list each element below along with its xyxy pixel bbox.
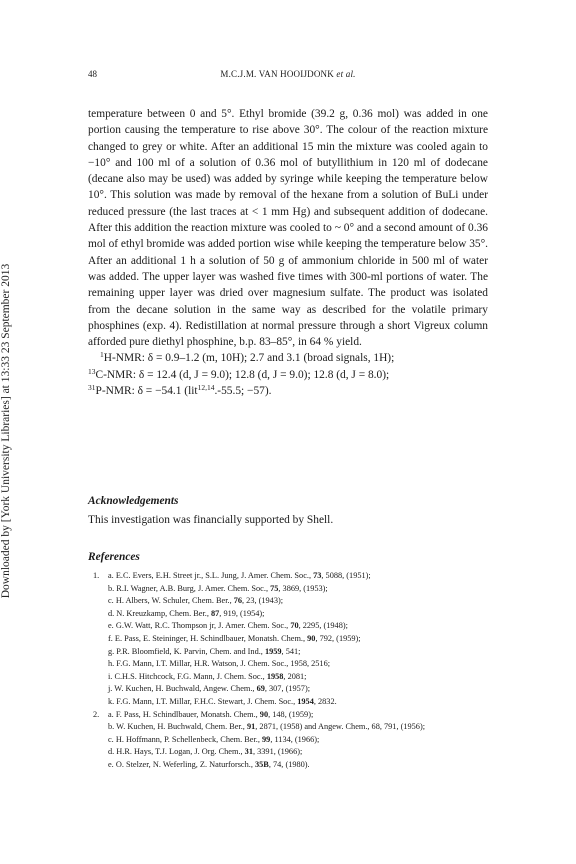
reference-group <box>88 709 488 772</box>
reference-item: k. F.G. Mann, I.T. Millar, F.H.C. Stewart, J. Chem. Soc., 1954, 2832. <box>108 696 337 706</box>
reference-item: j. W. Kuchen, H. Buchwald, Angew. Chem., 69, 307, (1957); <box>108 684 311 694</box>
h-nmr-text: H-NMR: δ = 0.9–1.2 (m, 10H); 2.7 and 3.1 (broad signals, 1H); <box>103 352 395 365</box>
reference-item: c. H. Hoffmann, P. Schellenbeck, Chem. Ber., 99, 1134, (1966); <box>108 734 320 744</box>
reference-item: d. H.R. Hays, T.J. Logan, J. Org. Chem., 31, 3391, (1966); <box>108 747 303 757</box>
reference-item: b. W. Kuchen, H. Buchwald, Chem. Ber., 91, 2871, (1958) and Angew. Chem., 68, 791, (1956); <box>108 722 426 732</box>
p-nmr-line <box>76 383 488 399</box>
p-nmr-text-a: P-NMR: δ = −54.1 (lit <box>95 385 198 398</box>
reference-item: c. H. Albers, W. Schuler, Chem. Ber., 76, 23, (1943); <box>108 596 284 606</box>
reference-item: a. E.C. Evers, E.H. Street jr., S.L. Jung, J. Amer. Chem. Soc., 73, 5088, (1951); <box>108 571 371 580</box>
reference-group-number: 1. <box>93 571 100 580</box>
reference-item: e. G.W. Watt, R.C. Thompson jr, J. Amer. Chem. Soc., 70, 2295, (1948); <box>108 621 348 631</box>
page-number: 48 <box>88 69 97 79</box>
page-header <box>88 69 488 83</box>
reference-item: g. P.R. Bloomfield, K. Parvin, Chem. and Ind., 1959, 541; <box>108 646 301 656</box>
reference-item: b. R.I. Wagner, A.B. Burg, J. Amer. Chem. Soc., 75, 3869, (1953); <box>108 583 328 593</box>
c-nmr-line <box>76 367 488 383</box>
nmr-data <box>88 350 488 399</box>
reference-group <box>88 570 488 709</box>
reference-item: f. E. Pass, E. Steininger, H. Schindlbauer, Monatsh. Chem., 90, 792, (1959); <box>108 633 361 643</box>
download-watermark: Downloaded by [York University Libraries] at 13:33 23 September 2013 <box>0 263 12 599</box>
p-nmr-text-b: .-55.5; −57). <box>214 385 272 398</box>
reference-group-number: 2. <box>93 709 100 719</box>
body-text <box>88 106 488 399</box>
running-head <box>88 69 488 79</box>
reference-item: e. O. Stelzer, N. Weferling, Z. Naturforsch., 35B, 74, (1980). <box>108 759 310 769</box>
c-nmr-text: C-NMR: δ = 12.4 (d, J = 9.0); 12.8 (d, J = 9.0); 12.8 (d, J = 8.0); <box>95 368 390 381</box>
running-head-etal: et al. <box>336 69 356 79</box>
h-nmr-sup: 1 <box>100 350 104 360</box>
p-nmr-sup: 31 <box>88 383 96 393</box>
reference-item: i. C.H.S. Hitchcock, F.G. Mann, J. Chem. Soc., 1958, 2081; <box>108 671 307 681</box>
acknowledgements-text: This investigation was financially supported by Shell. <box>88 514 334 526</box>
reference-item: a. F. Pass, H. Schindlbauer, Monatsh. Chem., 90, 148, (1959); <box>108 709 314 719</box>
reference-item: h. F.G. Mann, I.T. Millar, H.R. Watson, J. Chem. Soc., 1958, 2516; <box>108 659 331 669</box>
references-heading: References <box>88 551 140 563</box>
running-head-authors: M.C.J.M. VAN HOOIJDONK <box>220 69 334 79</box>
p-nmr-lit-sup: 12,14 <box>197 383 215 393</box>
h-nmr-line <box>88 350 488 366</box>
references-list <box>88 570 488 772</box>
c-nmr-sup: 13 <box>88 366 96 376</box>
acknowledgements-heading: Acknowledgements <box>88 495 179 507</box>
experimental-paragraph: temperature between 0 and 5°. Ethyl bromide (39.2 g, 0.36 mol) was added in one portion causing the temperature to rise above 30°. The colour of the reaction mixture changed to grey or white. After an additional 15 min the mixture was cooled again to −10° and 100 ml of a solution of 0.36 mol of butyllithium in 120 ml of dodecane (decane also may be used) was added by syringe while keeping the temperature below 10°. This solution was made by removal of the hexane from a solution of BuLi under reduced pressure (the last traces at < 1 mm Hg) and subsequent addition of dodecane. After this addition the reaction mixture was cooled to ~ 0° and a second amount of 0.36 mol of ethyl bromide was added portion wise while keeping the temperature below 35°. After an additional 1 h a solution of 50 g of ammonium chloride in 500 ml of water was added. The upper layer was washed five times with 300-ml portions of water. The remaining upper layer was dried over magnesium sulfate. The product was isolated from the decane solution in the same way as described for the volatile primary phosphines (exp. 4). Redistillation at normal pressure through a short Vigreux column afforded pure diethyl phosphine, b.p. 83–85°, in 64 % yield. <box>88 108 488 349</box>
reference-item: d. N. Kreuzkamp, Chem. Ber., 87, 919, (1954); <box>108 608 265 618</box>
